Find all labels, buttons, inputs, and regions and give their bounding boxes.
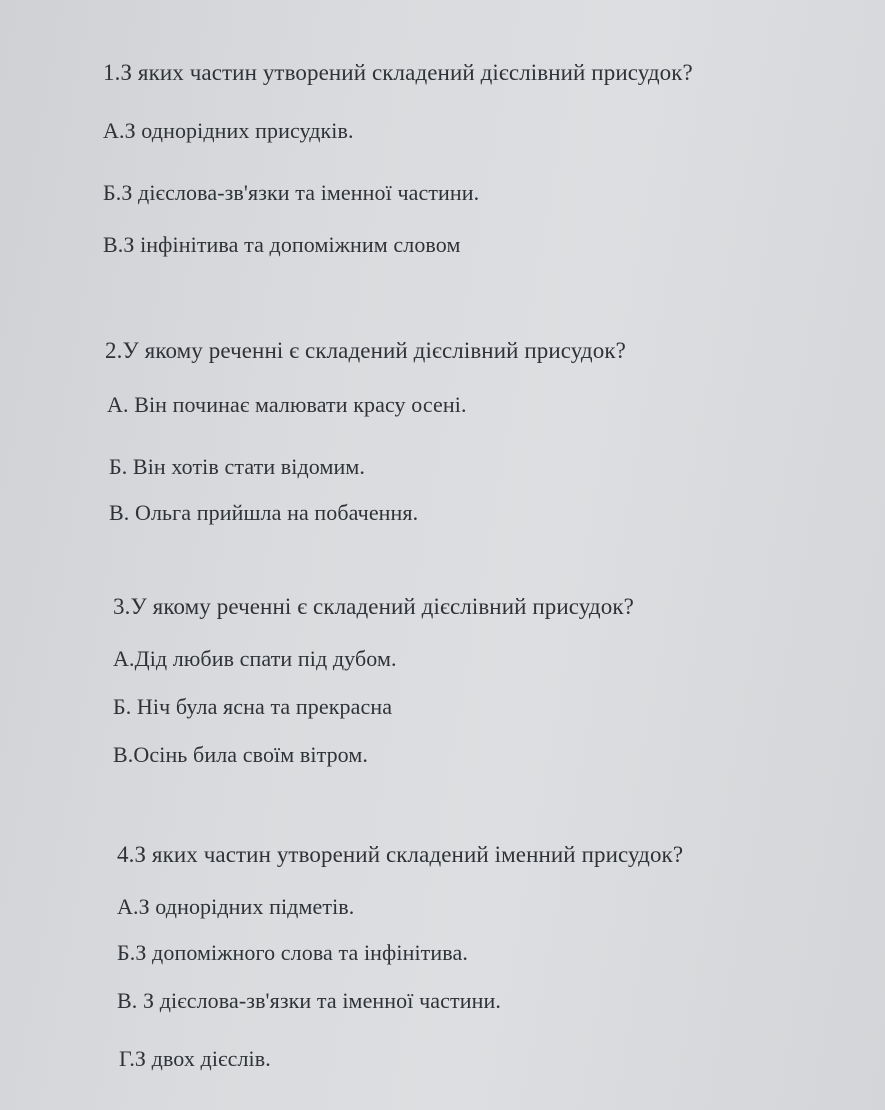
answer-option-v: В.Осінь била своїм вітром. <box>113 742 368 767</box>
answer-option-a: А.З однорідних підметів. <box>117 894 355 919</box>
answer-option-v: В. З дієслова-зв'язки та іменної частини. <box>117 988 501 1013</box>
answer-option-b: Б. Він хотів стати відомим. <box>109 454 366 479</box>
question-text: 2.У якому реченні є складений дієслівний присудок? <box>105 338 626 363</box>
answer-option-b: Б.З дієслова-зв'язки та іменної частини. <box>103 180 480 205</box>
answer-option-a: А. Він починає малювати красу осені. <box>107 392 467 417</box>
answer-option-v: В.З інфінітива та допоміжним словом <box>103 232 461 257</box>
answer-option-b: Б. Ніч була ясна та прекрасна <box>113 694 393 719</box>
answer-option-a: А.З однорідних присудків. <box>103 118 354 143</box>
answer-option-a: А.Дід любив спати під дубом. <box>113 646 397 671</box>
question-text: 4.З яких частин утворений складений іменний присудок? <box>117 842 684 867</box>
answer-option-v: В. Ольга прийшла на побачення. <box>109 500 419 525</box>
question-text: 3.У якому реченні є складений дієслівний присудок? <box>113 594 634 619</box>
answer-option-b: Б.З допоміжного слова та інфінітива. <box>117 940 468 965</box>
answer-option-g: Г.З двох дієслів. <box>119 1046 271 1071</box>
question-text: 1.З яких частин утворений складений дієслівний присудок? <box>103 60 693 85</box>
